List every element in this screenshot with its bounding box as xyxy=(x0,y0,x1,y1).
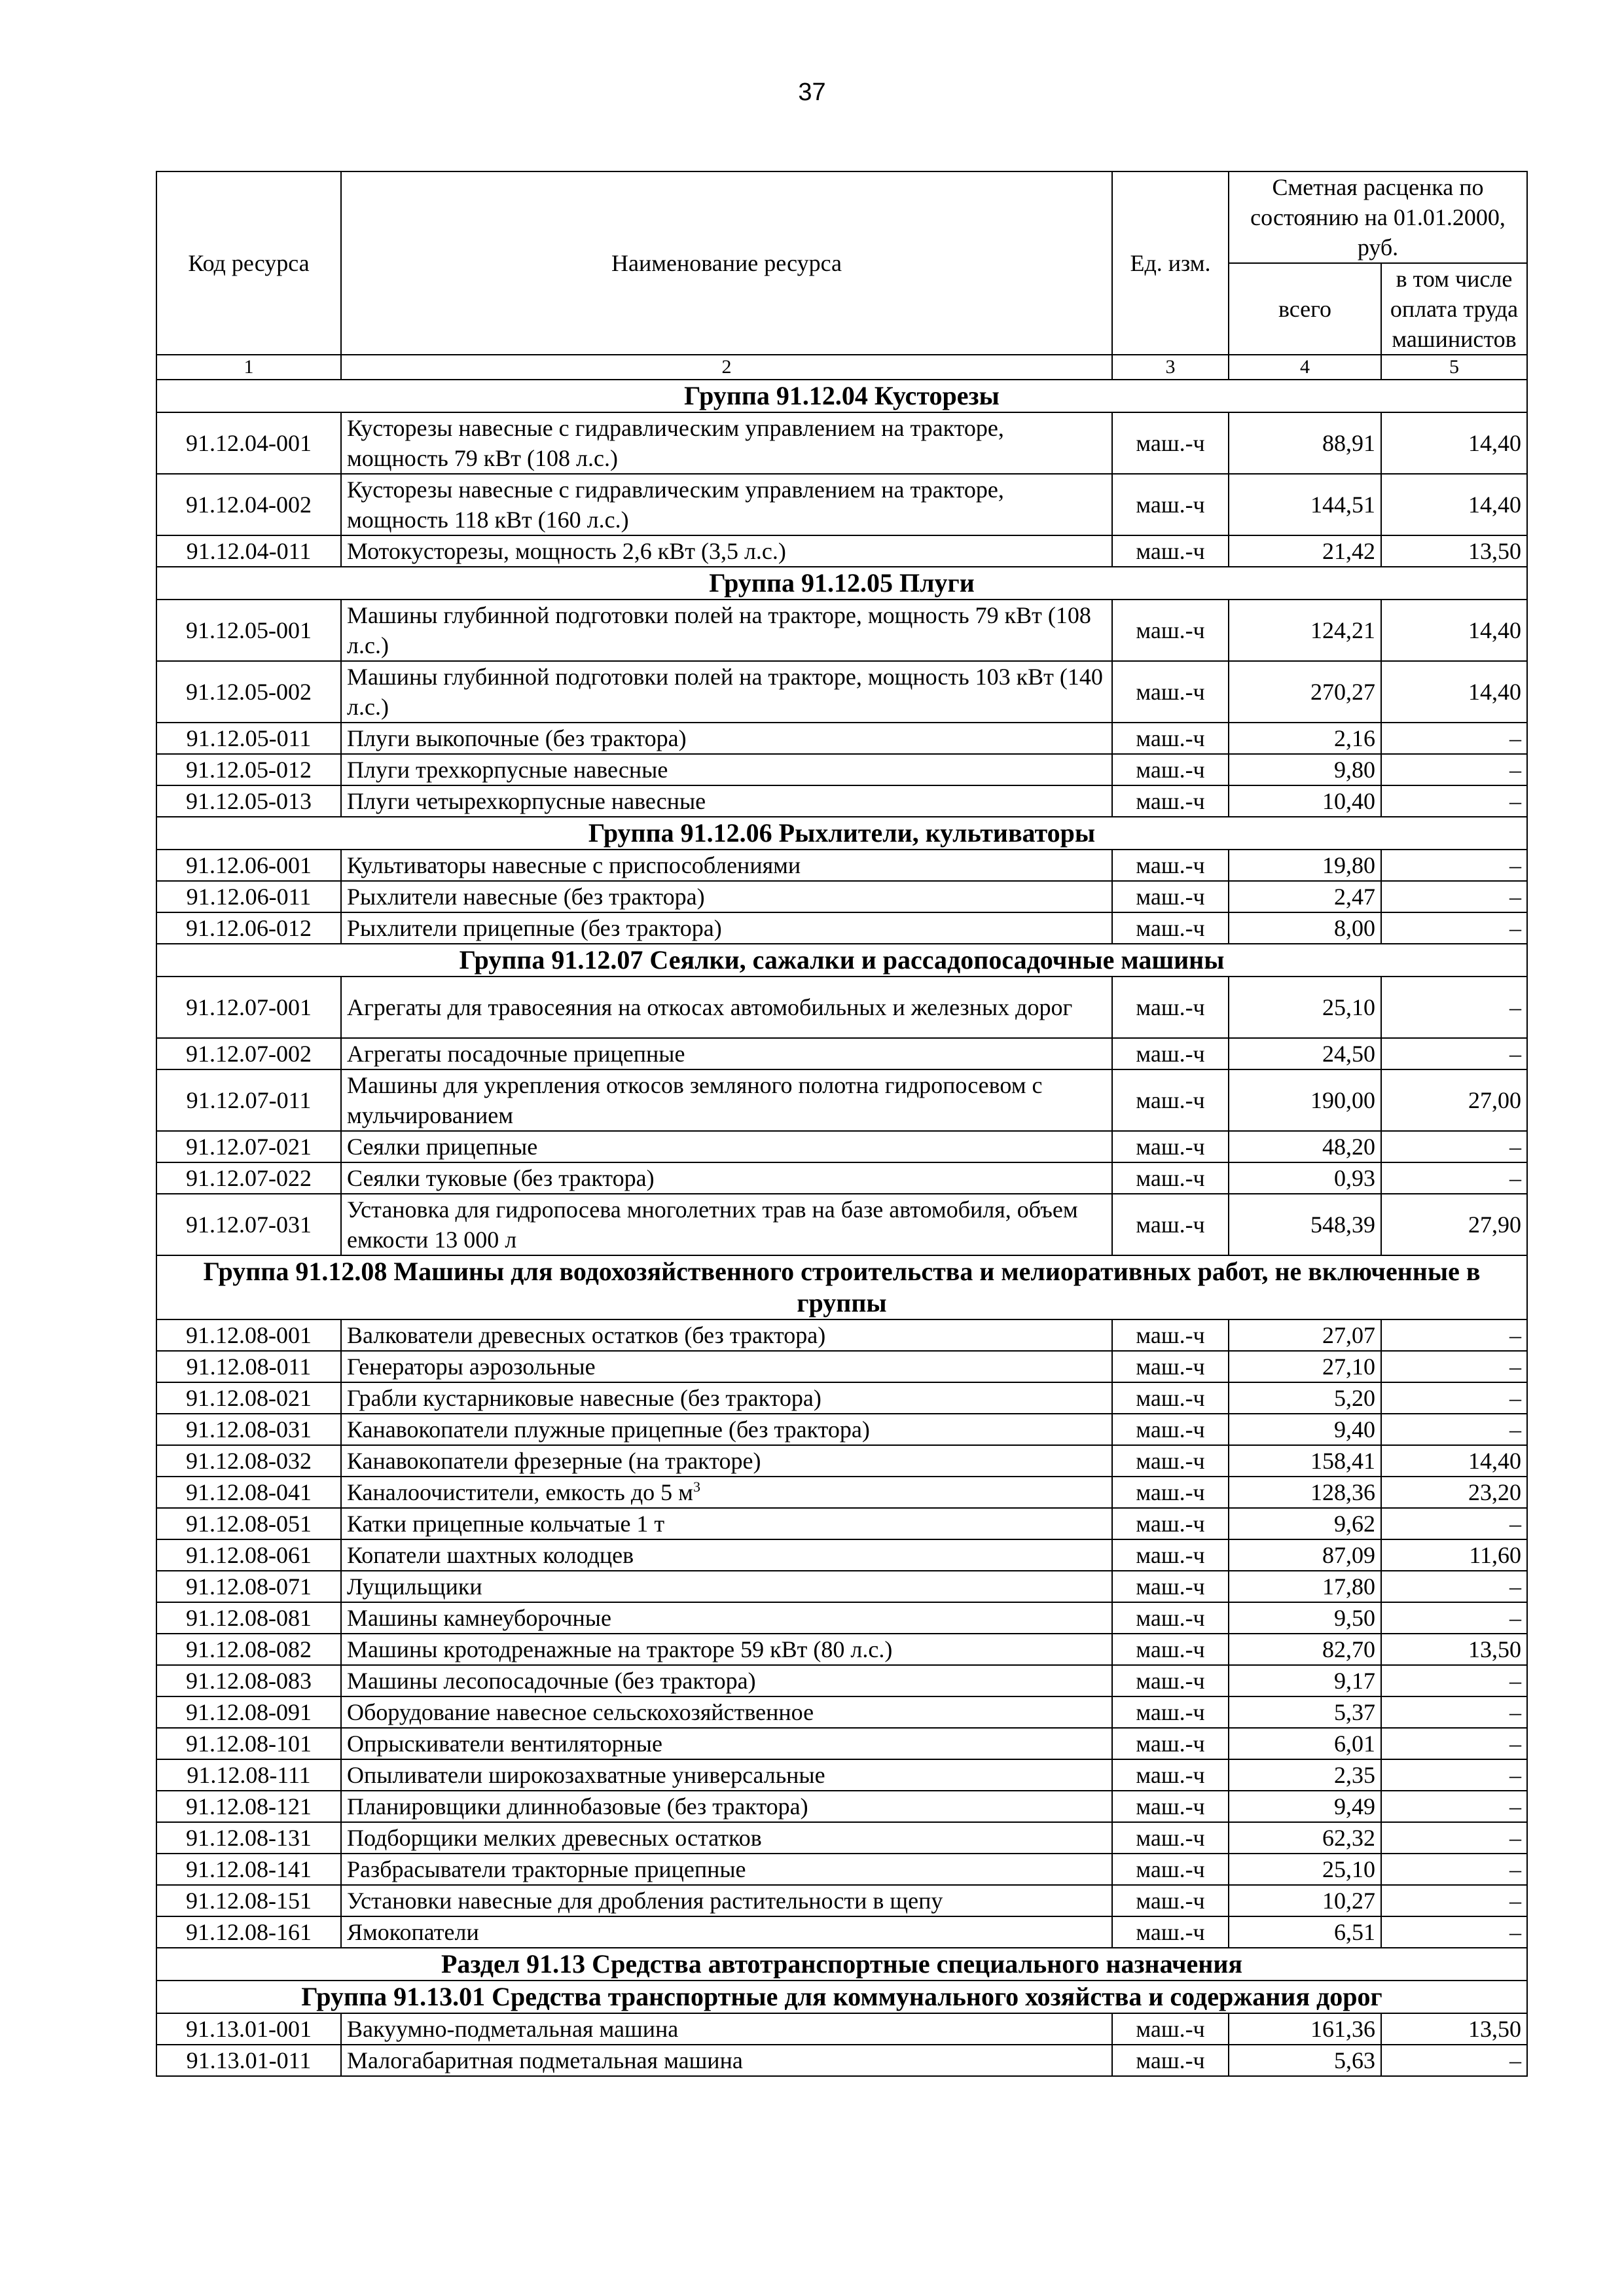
rate-operator-wages: – xyxy=(1381,881,1527,912)
rate-total: 158,41 xyxy=(1229,1445,1381,1477)
rate-total: 9,49 xyxy=(1229,1791,1381,1822)
rate-operator-wages: – xyxy=(1381,1665,1527,1696)
rate-total: 2,35 xyxy=(1229,1759,1381,1791)
unit-of-measure: маш.-ч xyxy=(1112,785,1229,817)
resource-code: 91.12.08-021 xyxy=(156,1382,341,1414)
table-row xyxy=(156,1162,1527,1194)
resource-name: Опыливатели широкозахватные универсальные xyxy=(341,1759,1112,1791)
resource-code: 91.12.08-011 xyxy=(156,1351,341,1382)
table-row xyxy=(156,2045,1527,2076)
rate-total: 10,27 xyxy=(1229,1885,1381,1916)
rate-operator-wages: 13,50 xyxy=(1381,535,1527,567)
resource-name: Рыхлители прицепные (без трактора) xyxy=(341,912,1112,944)
resource-code: 91.12.08-061 xyxy=(156,1539,341,1571)
resource-code: 91.12.07-002 xyxy=(156,1038,341,1069)
resource-name: Культиваторы навесные с приспособлениями xyxy=(341,850,1112,881)
unit-of-measure: маш.-ч xyxy=(1112,661,1229,723)
table-row xyxy=(156,1477,1527,1508)
table-row xyxy=(156,1602,1527,1634)
group-heading: Раздел 91.13 Средства автотранспортные специального назначения xyxy=(156,1948,1527,1981)
resource-code: 91.13.01-011 xyxy=(156,2045,341,2076)
resource-name: Разбрасыватели тракторные прицепные xyxy=(341,1854,1112,1885)
rate-operator-wages: – xyxy=(1381,754,1527,785)
table-row xyxy=(156,1539,1527,1571)
resource-name: Подборщики мелких древесных остатков xyxy=(341,1822,1112,1854)
resource-name: Кусторезы навесные с гидравлическим управлением на тракторе, мощность 79 кВт (108 л.с.) xyxy=(341,412,1112,474)
table-row xyxy=(156,977,1527,1038)
table-row xyxy=(156,912,1527,944)
resource-name: Сеялки прицепные xyxy=(341,1131,1112,1162)
table-row xyxy=(156,1634,1527,1665)
table-row xyxy=(156,1759,1527,1791)
resource-rates-table xyxy=(156,171,1528,2077)
unit-of-measure: маш.-ч xyxy=(1112,881,1229,912)
resource-name: Машины лесопосадочные (без трактора) xyxy=(341,1665,1112,1696)
rate-operator-wages: 14,40 xyxy=(1381,1445,1527,1477)
rate-total: 2,16 xyxy=(1229,723,1381,754)
unit-of-measure: маш.-ч xyxy=(1112,1728,1229,1759)
resource-code: 91.12.06-011 xyxy=(156,881,341,912)
rate-total: 9,17 xyxy=(1229,1665,1381,1696)
rate-total: 6,01 xyxy=(1229,1728,1381,1759)
table-row xyxy=(156,1885,1527,1916)
table-row xyxy=(156,535,1527,567)
resource-code: 91.12.06-012 xyxy=(156,912,341,944)
table-row xyxy=(156,600,1527,661)
resource-code: 91.12.08-141 xyxy=(156,1854,341,1885)
unit-of-measure: маш.-ч xyxy=(1112,1162,1229,1194)
resource-code: 91.12.08-082 xyxy=(156,1634,341,1665)
group-heading: Группа 91.12.07 Сеялки, сажалки и рассадопосадочные машины xyxy=(156,944,1527,977)
rate-total: 87,09 xyxy=(1229,1539,1381,1571)
resource-name: Копатели шахтных колодцев xyxy=(341,1539,1112,1571)
resource-code: 91.13.01-001 xyxy=(156,2013,341,2045)
table-row xyxy=(156,1822,1527,1854)
column-number: 2 xyxy=(341,355,1112,380)
rate-operator-wages: 14,40 xyxy=(1381,474,1527,535)
rate-total: 9,40 xyxy=(1229,1414,1381,1445)
table-row xyxy=(156,1571,1527,1602)
rate-total: 161,36 xyxy=(1229,2013,1381,2045)
rate-operator-wages: – xyxy=(1381,785,1527,817)
resource-name: Оборудование навесное сельскохозяйственное xyxy=(341,1696,1112,1728)
table-row xyxy=(156,850,1527,881)
resource-code: 91.12.05-012 xyxy=(156,754,341,785)
rate-operator-wages: – xyxy=(1381,850,1527,881)
resource-code: 91.12.08-083 xyxy=(156,1665,341,1696)
resource-code: 91.12.08-051 xyxy=(156,1508,341,1539)
resource-name: Валкователи древесных остатков (без трактора) xyxy=(341,1319,1112,1351)
group-heading-row xyxy=(156,817,1527,850)
rate-total: 27,07 xyxy=(1229,1319,1381,1351)
resource-name: Агрегаты для травосеяния на откосах автомобильных и железных дорог xyxy=(341,977,1112,1038)
unit-of-measure: маш.-ч xyxy=(1112,1665,1229,1696)
group-heading-row xyxy=(156,380,1527,412)
unit-of-measure: маш.-ч xyxy=(1112,1634,1229,1665)
resource-name: Машины камнеуборочные xyxy=(341,1602,1112,1634)
resource-code: 91.12.08-041 xyxy=(156,1477,341,1508)
resource-name: Установка для гидропосева многолетних трав на базе автомобиля, объем емкости 13 000 л xyxy=(341,1194,1112,1255)
resource-name: Рыхлители навесные (без трактора) xyxy=(341,881,1112,912)
unit-of-measure: маш.-ч xyxy=(1112,1131,1229,1162)
unit-of-measure: маш.-ч xyxy=(1112,1038,1229,1069)
unit-of-measure: маш.-ч xyxy=(1112,1414,1229,1445)
resource-code: 91.12.07-011 xyxy=(156,1069,341,1131)
unit-of-measure: маш.-ч xyxy=(1112,850,1229,881)
column-number: 3 xyxy=(1112,355,1229,380)
rate-total: 124,21 xyxy=(1229,600,1381,661)
table-row xyxy=(156,1351,1527,1382)
rate-operator-wages: – xyxy=(1381,1162,1527,1194)
rate-operator-wages: – xyxy=(1381,912,1527,944)
unit-of-measure: маш.-ч xyxy=(1112,1885,1229,1916)
resource-code: 91.12.04-011 xyxy=(156,535,341,567)
rate-operator-wages: 14,40 xyxy=(1381,661,1527,723)
table-row xyxy=(156,881,1527,912)
rate-operator-wages: – xyxy=(1381,1319,1527,1351)
rate-total: 9,80 xyxy=(1229,754,1381,785)
column-number: 1 xyxy=(156,355,341,380)
rate-total: 25,10 xyxy=(1229,1854,1381,1885)
unit-of-measure: маш.-ч xyxy=(1112,600,1229,661)
resource-name: Агрегаты посадочные прицепные xyxy=(341,1038,1112,1069)
column-number: 5 xyxy=(1381,355,1527,380)
rate-operator-wages: – xyxy=(1381,1759,1527,1791)
table-row xyxy=(156,1791,1527,1822)
table-row xyxy=(156,1728,1527,1759)
unit-of-measure: маш.-ч xyxy=(1112,412,1229,474)
group-heading-row xyxy=(156,1981,1527,2013)
resource-code: 91.12.08-031 xyxy=(156,1414,341,1445)
resource-code: 91.12.07-001 xyxy=(156,977,341,1038)
resource-code: 91.12.07-022 xyxy=(156,1162,341,1194)
unit-of-measure: маш.-ч xyxy=(1112,977,1229,1038)
unit-of-measure: маш.-ч xyxy=(1112,754,1229,785)
resource-name: Сеялки туковые (без трактора) xyxy=(341,1162,1112,1194)
rate-total: 19,80 xyxy=(1229,850,1381,881)
unit-of-measure: маш.-ч xyxy=(1112,912,1229,944)
rate-total: 48,20 xyxy=(1229,1131,1381,1162)
unit-of-measure: маш.-ч xyxy=(1112,1539,1229,1571)
table-row xyxy=(156,661,1527,723)
resource-code: 91.12.08-151 xyxy=(156,1885,341,1916)
group-heading-row xyxy=(156,1255,1527,1319)
resource-name: Машины глубинной подготовки полей на тракторе, мощность 103 кВт (140 л.с.) xyxy=(341,661,1112,723)
rate-operator-wages: 14,40 xyxy=(1381,412,1527,474)
resource-name: Генераторы аэрозольные xyxy=(341,1351,1112,1382)
resource-name: Машины для укрепления откосов земляного полотна гидропосевом с мульчированием xyxy=(341,1069,1112,1131)
resource-name: Кусторезы навесные с гидравлическим управлением на тракторе, мощность 118 кВт (160 л.с.) xyxy=(341,474,1112,535)
rate-total: 190,00 xyxy=(1229,1069,1381,1131)
rate-operator-wages: – xyxy=(1381,1822,1527,1854)
table-row xyxy=(156,474,1527,535)
resource-code: 91.12.08-161 xyxy=(156,1916,341,1948)
resource-code: 91.12.05-002 xyxy=(156,661,341,723)
table-row xyxy=(156,1069,1527,1131)
rate-operator-wages: – xyxy=(1381,1351,1527,1382)
unit-of-measure: маш.-ч xyxy=(1112,1916,1229,1948)
rate-total: 2,47 xyxy=(1229,881,1381,912)
resource-code: 91.12.04-001 xyxy=(156,412,341,474)
header-code: Код ресурса xyxy=(156,171,341,355)
rate-total: 6,51 xyxy=(1229,1916,1381,1948)
group-heading: Группа 91.12.05 Плуги xyxy=(156,567,1527,600)
resource-name: Малогабаритная подметальная машина xyxy=(341,2045,1112,2076)
rate-operator-wages: – xyxy=(1381,1382,1527,1414)
resource-name: Ямокопатели xyxy=(341,1916,1112,1948)
unit-of-measure: маш.-ч xyxy=(1112,1508,1229,1539)
rate-total: 27,10 xyxy=(1229,1351,1381,1382)
table-row xyxy=(156,412,1527,474)
group-heading: Группа 91.12.04 Кусторезы xyxy=(156,380,1527,412)
rate-total: 0,93 xyxy=(1229,1162,1381,1194)
rate-operator-wages: – xyxy=(1381,1571,1527,1602)
table-row xyxy=(156,1038,1527,1069)
resource-code: 91.12.08-032 xyxy=(156,1445,341,1477)
rate-operator-wages: 27,00 xyxy=(1381,1069,1527,1131)
resource-name-text: Каналоочистители, емкость до 5 м xyxy=(347,1479,693,1505)
rate-operator-wages: – xyxy=(1381,1414,1527,1445)
rate-total: 270,27 xyxy=(1229,661,1381,723)
column-number: 4 xyxy=(1229,355,1381,380)
unit-of-measure: маш.-ч xyxy=(1112,2045,1229,2076)
rate-operator-wages: – xyxy=(1381,977,1527,1038)
resource-name: Катки прицепные кольчатые 1 т xyxy=(341,1508,1112,1539)
rate-total: 82,70 xyxy=(1229,1634,1381,1665)
resource-code: 91.12.04-002 xyxy=(156,474,341,535)
rate-total: 144,51 xyxy=(1229,474,1381,535)
group-heading: Группа 91.12.08 Машины для водохозяйственного строительства и мелиоративных работ, не включенные в группы xyxy=(156,1255,1527,1319)
resource-code: 91.12.08-001 xyxy=(156,1319,341,1351)
resource-code: 91.12.06-001 xyxy=(156,850,341,881)
unit-of-measure: маш.-ч xyxy=(1112,1319,1229,1351)
table-header xyxy=(156,171,1527,380)
table-body xyxy=(156,380,1527,2076)
resource-name: Грабли кустарниковые навесные (без трактора) xyxy=(341,1382,1112,1414)
resource-name: Машины глубинной подготовки полей на тракторе, мощность 79 кВт (108 л.с.) xyxy=(341,600,1112,661)
header-unit: Ед. изм. xyxy=(1112,171,1229,355)
resource-name: Канавокопатели плужные прицепные (без трактора) xyxy=(341,1414,1112,1445)
rate-total: 88,91 xyxy=(1229,412,1381,474)
superscript: 3 xyxy=(693,1479,700,1495)
rate-operator-wages: – xyxy=(1381,1131,1527,1162)
group-heading: Группа 91.13.01 Средства транспортные для коммунального хозяйства и содержания дорог xyxy=(156,1981,1527,2013)
rate-operator-wages: – xyxy=(1381,1728,1527,1759)
unit-of-measure: маш.-ч xyxy=(1112,1791,1229,1822)
rate-total: 25,10 xyxy=(1229,977,1381,1038)
table-row xyxy=(156,1916,1527,1948)
resource-code: 91.12.08-081 xyxy=(156,1602,341,1634)
group-heading: Группа 91.12.06 Рыхлители, культиваторы xyxy=(156,817,1527,850)
rate-operator-wages: – xyxy=(1381,1508,1527,1539)
table-row xyxy=(156,1382,1527,1414)
resource-name: Планировщики длиннобазовые (без трактора) xyxy=(341,1791,1112,1822)
unit-of-measure: маш.-ч xyxy=(1112,474,1229,535)
unit-of-measure: маш.-ч xyxy=(1112,1822,1229,1854)
unit-of-measure: маш.-ч xyxy=(1112,723,1229,754)
unit-of-measure: маш.-ч xyxy=(1112,1351,1229,1382)
table-row xyxy=(156,1508,1527,1539)
resource-code: 91.12.08-091 xyxy=(156,1696,341,1728)
resource-code: 91.12.08-071 xyxy=(156,1571,341,1602)
table-row xyxy=(156,1665,1527,1696)
group-heading-row xyxy=(156,567,1527,600)
resource-name xyxy=(341,1477,1112,1508)
resource-code: 91.12.08-111 xyxy=(156,1759,341,1791)
rate-operator-wages: 13,50 xyxy=(1381,1634,1527,1665)
table-row xyxy=(156,1854,1527,1885)
resource-code: 91.12.07-021 xyxy=(156,1131,341,1162)
resource-code: 91.12.05-013 xyxy=(156,785,341,817)
table-row xyxy=(156,1319,1527,1351)
resource-name: Плуги выкопочные (без трактора) xyxy=(341,723,1112,754)
rate-total: 24,50 xyxy=(1229,1038,1381,1069)
resource-code: 91.12.08-131 xyxy=(156,1822,341,1854)
unit-of-measure: маш.-ч xyxy=(1112,1382,1229,1414)
unit-of-measure: маш.-ч xyxy=(1112,1759,1229,1791)
header-total: всего xyxy=(1229,263,1381,355)
rate-total: 21,42 xyxy=(1229,535,1381,567)
unit-of-measure: маш.-ч xyxy=(1112,1854,1229,1885)
resource-code: 91.12.08-121 xyxy=(156,1791,341,1822)
header-wages: в том числе оплата труда машинистов xyxy=(1381,263,1527,355)
resource-code: 91.12.05-001 xyxy=(156,600,341,661)
rate-operator-wages: – xyxy=(1381,723,1527,754)
rate-operator-wages: – xyxy=(1381,1791,1527,1822)
table-row xyxy=(156,1414,1527,1445)
rate-total: 17,80 xyxy=(1229,1571,1381,1602)
rate-total: 9,50 xyxy=(1229,1602,1381,1634)
unit-of-measure: маш.-ч xyxy=(1112,2013,1229,2045)
unit-of-measure: маш.-ч xyxy=(1112,1696,1229,1728)
unit-of-measure: маш.-ч xyxy=(1112,1602,1229,1634)
rate-total: 5,63 xyxy=(1229,2045,1381,2076)
table-row xyxy=(156,2013,1527,2045)
unit-of-measure: маш.-ч xyxy=(1112,1571,1229,1602)
rate-operator-wages: – xyxy=(1381,1602,1527,1634)
header-rate: Сметная расценка по состоянию на 01.01.2000, руб. xyxy=(1229,171,1527,263)
unit-of-measure: маш.-ч xyxy=(1112,535,1229,567)
rate-operator-wages: 14,40 xyxy=(1381,600,1527,661)
resource-name: Плуги четырехкорпусные навесные xyxy=(341,785,1112,817)
unit-of-measure: маш.-ч xyxy=(1112,1477,1229,1508)
rate-operator-wages: – xyxy=(1381,1854,1527,1885)
rate-operator-wages: 23,20 xyxy=(1381,1477,1527,1508)
rate-total: 9,62 xyxy=(1229,1508,1381,1539)
unit-of-measure: маш.-ч xyxy=(1112,1194,1229,1255)
resource-name: Мотокусторезы, мощность 2,6 кВт (3,5 л.с.) xyxy=(341,535,1112,567)
table-row xyxy=(156,785,1527,817)
resource-code: 91.12.07-031 xyxy=(156,1194,341,1255)
table-row xyxy=(156,1696,1527,1728)
resource-name: Плуги трехкорпусные навесные xyxy=(341,754,1112,785)
resource-name: Лущильщики xyxy=(341,1571,1112,1602)
rate-operator-wages: – xyxy=(1381,1916,1527,1948)
resource-code: 91.12.08-101 xyxy=(156,1728,341,1759)
resource-name: Установки навесные для дробления растительности в щепу xyxy=(341,1885,1112,1916)
page-number: 37 xyxy=(798,79,826,106)
rate-operator-wages: – xyxy=(1381,1696,1527,1728)
table-row xyxy=(156,1131,1527,1162)
table-row xyxy=(156,723,1527,754)
table-row xyxy=(156,754,1527,785)
rate-total: 5,37 xyxy=(1229,1696,1381,1728)
header-name: Наименование ресурса xyxy=(341,171,1112,355)
rate-operator-wages: – xyxy=(1381,1038,1527,1069)
resource-code: 91.12.05-011 xyxy=(156,723,341,754)
table-row xyxy=(156,1445,1527,1477)
table-row xyxy=(156,1194,1527,1255)
group-heading-row xyxy=(156,1948,1527,1981)
resource-name: Опрыскиватели вентиляторные xyxy=(341,1728,1112,1759)
rate-operator-wages: 11,60 xyxy=(1381,1539,1527,1571)
resource-name: Машины кротодренажные на тракторе 59 кВт (80 л.с.) xyxy=(341,1634,1112,1665)
rate-operator-wages: 13,50 xyxy=(1381,2013,1527,2045)
rate-operator-wages: – xyxy=(1381,1885,1527,1916)
resource-name: Канавокопатели фрезерные (на тракторе) xyxy=(341,1445,1112,1477)
group-heading-row xyxy=(156,944,1527,977)
rate-total: 10,40 xyxy=(1229,785,1381,817)
unit-of-measure: маш.-ч xyxy=(1112,1069,1229,1131)
rate-total: 128,36 xyxy=(1229,1477,1381,1508)
rate-total: 548,39 xyxy=(1229,1194,1381,1255)
rate-operator-wages: 27,90 xyxy=(1381,1194,1527,1255)
rate-operator-wages: – xyxy=(1381,2045,1527,2076)
rate-total: 62,32 xyxy=(1229,1822,1381,1854)
rate-total: 5,20 xyxy=(1229,1382,1381,1414)
rate-total: 8,00 xyxy=(1229,912,1381,944)
resource-name: Вакуумно-подметальная машина xyxy=(341,2013,1112,2045)
unit-of-measure: маш.-ч xyxy=(1112,1445,1229,1477)
